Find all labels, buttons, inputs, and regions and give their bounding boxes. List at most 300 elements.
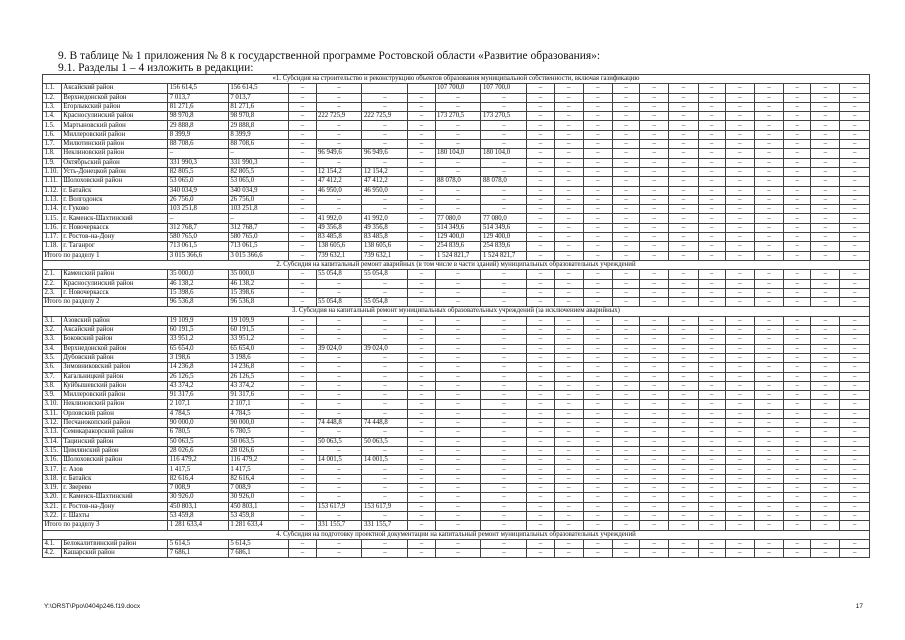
value-cell: 19 109,9 (228, 316, 289, 325)
empty-value-cell: – (289, 437, 316, 446)
empty-value-cell: – (527, 381, 554, 390)
municipality-name: Егорлыкский район (61, 102, 167, 111)
empty-value-cell: – (289, 214, 316, 223)
empty-value-cell: – (612, 242, 639, 251)
empty-value-cell: – (612, 446, 639, 455)
value-cell: 77 080,0 (481, 214, 527, 223)
table-row (43, 93, 870, 102)
empty-value-cell: – (669, 121, 698, 130)
empty-value-cell: – (669, 363, 698, 372)
empty-value-cell: – (698, 102, 725, 111)
empty-value-cell: – (840, 167, 870, 176)
empty-value-cell: – (811, 149, 840, 158)
empty-value-cell: – (784, 502, 811, 511)
empty-value-cell: – (408, 233, 435, 242)
table-row (43, 149, 870, 158)
row-number: 2.2. (43, 279, 62, 288)
value-cell: 88 078,0 (435, 177, 481, 186)
empty-value-cell: – (725, 270, 754, 279)
empty-value-cell: – (725, 484, 754, 493)
empty-value-cell: – (612, 326, 639, 335)
empty-value-cell: – (725, 233, 754, 242)
empty-value-cell: – (583, 177, 612, 186)
value-cell: 153 617,9 (362, 502, 408, 511)
empty-value-cell: – (612, 511, 639, 520)
empty-value-cell: – (554, 298, 583, 307)
empty-value-cell: – (362, 484, 408, 493)
empty-value-cell: – (289, 363, 316, 372)
value-cell: 29 888,8 (168, 121, 229, 130)
empty-value-cell: – (554, 372, 583, 381)
empty-value-cell: – (754, 511, 783, 520)
empty-value-cell: – (408, 121, 435, 130)
municipality-name: Мартыновский район (61, 121, 167, 130)
value-cell: 340 034,9 (228, 186, 289, 195)
empty-value-cell: – (583, 316, 612, 325)
empty-value-cell: – (612, 372, 639, 381)
empty-value-cell: – (640, 502, 669, 511)
table-row (43, 381, 870, 390)
empty-value-cell: – (527, 409, 554, 418)
empty-value-cell: – (811, 140, 840, 149)
value-cell: 46 138,2 (228, 279, 289, 288)
empty-value-cell: – (554, 130, 583, 139)
total-row (43, 521, 870, 530)
empty-value-cell: – (362, 316, 408, 325)
empty-value-cell: – (698, 344, 725, 353)
value-cell: 6 780,5 (228, 428, 289, 437)
empty-value-cell: – (408, 391, 435, 400)
empty-value-cell: – (289, 474, 316, 483)
empty-value-cell: – (698, 456, 725, 465)
empty-value-cell: – (698, 130, 725, 139)
empty-value-cell: – (527, 344, 554, 353)
empty-value-cell: – (669, 102, 698, 111)
empty-value-cell: – (811, 353, 840, 362)
value-cell: 1 281 633,4 (228, 521, 289, 530)
empty-value-cell: – (481, 391, 527, 400)
empty-value-cell: – (289, 223, 316, 232)
empty-value-cell: – (289, 400, 316, 409)
empty-value-cell: – (669, 84, 698, 93)
value-cell: 55 054,8 (316, 298, 362, 307)
empty-value-cell: – (698, 93, 725, 102)
empty-value-cell: – (725, 391, 754, 400)
row-number: 3.21. (43, 502, 62, 511)
empty-value-cell: – (554, 316, 583, 325)
empty-value-cell: – (435, 93, 481, 102)
empty-value-cell: – (725, 93, 754, 102)
empty-value-cell: – (840, 418, 870, 427)
municipality-name: г. Зверево (61, 484, 167, 493)
empty-value-cell: – (435, 465, 481, 474)
empty-value-cell: – (698, 353, 725, 362)
empty-value-cell: – (784, 437, 811, 446)
empty-value-cell: – (784, 130, 811, 139)
value-cell: 46 950,0 (362, 186, 408, 195)
empty-value-cell: – (289, 205, 316, 214)
value-cell: 47 412,2 (316, 177, 362, 186)
value-cell: 5 614,5 (168, 539, 229, 548)
empty-value-cell: – (784, 112, 811, 121)
empty-value-cell: – (784, 102, 811, 111)
empty-value-cell: – (725, 288, 754, 297)
value-cell: 3 015 366,6 (228, 251, 289, 260)
empty-value-cell: – (612, 214, 639, 223)
empty-value-cell: – (612, 502, 639, 511)
empty-value-cell: – (435, 539, 481, 548)
empty-value-cell: – (554, 456, 583, 465)
row-number: 4.1. (43, 539, 62, 548)
value-cell: 7 686,1 (168, 549, 229, 558)
empty-value-cell: – (408, 167, 435, 176)
table-row (43, 409, 870, 418)
empty-value-cell: – (754, 409, 783, 418)
empty-value-cell: – (811, 251, 840, 260)
empty-value-cell: – (583, 214, 612, 223)
empty-value-cell: – (583, 493, 612, 502)
empty-value-cell: – (840, 279, 870, 288)
table-row (43, 428, 870, 437)
empty-value-cell: – (408, 409, 435, 418)
empty-value-cell: – (698, 223, 725, 232)
value-cell: 39 024,0 (362, 344, 408, 353)
empty-value-cell: – (612, 539, 639, 548)
row-number: 4.2. (43, 549, 62, 558)
empty-value-cell: – (554, 270, 583, 279)
table-row (43, 242, 870, 251)
value-cell: 8 399,9 (168, 130, 229, 139)
table-row (43, 316, 870, 325)
value-cell: 53 065,0 (168, 177, 229, 186)
empty-value-cell: – (408, 446, 435, 455)
row-number: 3.18. (43, 474, 62, 483)
value-cell: 41 992,0 (316, 214, 362, 223)
empty-value-cell: – (289, 446, 316, 455)
empty-value-cell: – (612, 288, 639, 297)
empty-value-cell: – (435, 428, 481, 437)
empty-value-cell: – (527, 251, 554, 260)
empty-value-cell: – (408, 539, 435, 548)
empty-value-cell: – (725, 381, 754, 390)
empty-value-cell: – (612, 549, 639, 558)
empty-value-cell: – (698, 326, 725, 335)
empty-value-cell: – (811, 549, 840, 558)
empty-value-cell: – (840, 363, 870, 372)
empty-value-cell: – (316, 288, 362, 297)
empty-value-cell: – (669, 223, 698, 232)
municipality-name: Азовский район (61, 316, 167, 325)
empty-value-cell: – (289, 186, 316, 195)
empty-value-cell: – (527, 391, 554, 400)
value-cell: 739 632,1 (316, 251, 362, 260)
empty-value-cell: – (725, 474, 754, 483)
empty-value-cell: – (316, 130, 362, 139)
empty-value-cell: – (481, 353, 527, 362)
empty-value-cell: – (698, 149, 725, 158)
empty-value-cell: – (669, 391, 698, 400)
municipality-name: Октябрьский район (61, 158, 167, 167)
empty-value-cell: – (640, 121, 669, 130)
empty-value-cell: – (698, 484, 725, 493)
value-cell: 50 063,5 (228, 437, 289, 446)
empty-value-cell: – (784, 158, 811, 167)
empty-value-cell: – (725, 223, 754, 232)
empty-value-cell: – (554, 140, 583, 149)
empty-value-cell: – (698, 465, 725, 474)
empty-value-cell: – (811, 298, 840, 307)
empty-value-cell: – (583, 130, 612, 139)
empty-value-cell: – (583, 539, 612, 548)
table-row (43, 177, 870, 186)
row-number: 3.7. (43, 372, 62, 381)
row-number: 3.3. (43, 335, 62, 344)
empty-value-cell: – (754, 465, 783, 474)
value-cell: 254 839,6 (481, 242, 527, 251)
municipality-name: г. Шахты (61, 511, 167, 520)
row-number: 1.9. (43, 158, 62, 167)
empty-value-cell: – (435, 316, 481, 325)
municipality-name: Тацинский район (61, 437, 167, 446)
empty-value-cell: – (408, 428, 435, 437)
value-cell: 116 479,2 (168, 456, 229, 465)
municipality-name: Зимовниковский район (61, 363, 167, 372)
empty-value-cell: – (481, 372, 527, 381)
empty-value-cell: – (527, 418, 554, 427)
empty-value-cell: – (640, 335, 669, 344)
empty-value-cell: – (640, 279, 669, 288)
empty-value-cell: – (316, 121, 362, 130)
empty-value-cell: – (840, 214, 870, 223)
empty-value-cell: – (754, 112, 783, 121)
empty-value-cell: – (408, 288, 435, 297)
empty-value-cell: – (481, 400, 527, 409)
empty-value-cell: – (698, 195, 725, 204)
empty-value-cell: – (698, 186, 725, 195)
value-cell: 15 398,6 (168, 288, 229, 297)
total-row (43, 298, 870, 307)
empty-value-cell: – (527, 242, 554, 251)
empty-value-cell: – (754, 493, 783, 502)
empty-value-cell: – (316, 195, 362, 204)
empty-value-cell: – (640, 511, 669, 520)
empty-value-cell: – (784, 233, 811, 242)
empty-value-cell: – (408, 205, 435, 214)
empty-value-cell: – (784, 288, 811, 297)
empty-value-cell: – (784, 465, 811, 474)
empty-value-cell: – (481, 539, 527, 548)
empty-value-cell: – (612, 456, 639, 465)
empty-value-cell: – (698, 167, 725, 176)
empty-value-cell: – (481, 363, 527, 372)
empty-value-cell: – (289, 335, 316, 344)
empty-value-cell: – (481, 474, 527, 483)
empty-value-cell: – (840, 493, 870, 502)
empty-value-cell: – (784, 484, 811, 493)
empty-value-cell: – (754, 214, 783, 223)
empty-value-cell: – (754, 372, 783, 381)
empty-value-cell: – (784, 493, 811, 502)
empty-value-cell: – (698, 502, 725, 511)
empty-value-cell: – (640, 205, 669, 214)
empty-value-cell: – (408, 112, 435, 121)
empty-value-cell: – (583, 474, 612, 483)
table-row (43, 186, 870, 195)
value-cell: 340 034,9 (168, 186, 229, 195)
empty-value-cell: – (840, 372, 870, 381)
row-number: 3.4. (43, 344, 62, 353)
empty-value-cell: – (527, 158, 554, 167)
table-row (43, 130, 870, 139)
empty-value-cell: – (840, 353, 870, 362)
empty-value-cell: – (640, 400, 669, 409)
value-cell: 28 026,6 (228, 446, 289, 455)
budget-table (42, 74, 870, 558)
empty-value-cell: – (811, 102, 840, 111)
empty-value-cell: – (527, 84, 554, 93)
empty-value-cell: – (554, 177, 583, 186)
empty-value-cell: – (435, 121, 481, 130)
municipality-name: Аксайский район (61, 84, 167, 93)
empty-value-cell: – (554, 539, 583, 548)
value-cell: – (168, 214, 229, 223)
value-cell: 53 459,8 (228, 511, 289, 520)
empty-value-cell: – (640, 409, 669, 418)
row-number: 1.7. (43, 140, 62, 149)
empty-value-cell: – (554, 400, 583, 409)
empty-value-cell: – (481, 140, 527, 149)
value-cell: 35 000,0 (168, 270, 229, 279)
table-row (43, 363, 870, 372)
empty-value-cell: – (840, 140, 870, 149)
value-cell: 65 654,0 (228, 344, 289, 353)
empty-value-cell: – (669, 177, 698, 186)
empty-value-cell: – (811, 195, 840, 204)
empty-value-cell: – (408, 93, 435, 102)
empty-value-cell: – (811, 112, 840, 121)
empty-value-cell: – (554, 502, 583, 511)
empty-value-cell: – (408, 372, 435, 381)
empty-value-cell: – (669, 428, 698, 437)
empty-value-cell: – (784, 167, 811, 176)
value-cell: 331 155,7 (362, 521, 408, 530)
value-cell: 43 374,2 (228, 381, 289, 390)
empty-value-cell: – (435, 418, 481, 427)
empty-value-cell: – (725, 428, 754, 437)
empty-value-cell: – (640, 233, 669, 242)
empty-value-cell: – (784, 511, 811, 520)
value-cell: 53 065,0 (228, 177, 289, 186)
empty-value-cell: – (725, 372, 754, 381)
empty-value-cell: – (669, 381, 698, 390)
empty-value-cell: – (725, 335, 754, 344)
row-number: 3.20. (43, 493, 62, 502)
municipality-name: г. Азов (61, 465, 167, 474)
empty-value-cell: – (289, 493, 316, 502)
empty-value-cell: – (612, 298, 639, 307)
empty-value-cell: – (612, 167, 639, 176)
empty-value-cell: – (316, 363, 362, 372)
empty-value-cell: – (754, 539, 783, 548)
value-cell: 173 270,5 (435, 112, 481, 121)
empty-value-cell: – (698, 270, 725, 279)
table-row (43, 418, 870, 427)
empty-value-cell: – (754, 279, 783, 288)
empty-value-cell: – (481, 511, 527, 520)
empty-value-cell: – (527, 502, 554, 511)
empty-value-cell: – (784, 93, 811, 102)
row-number: 3.17. (43, 465, 62, 474)
empty-value-cell: – (840, 316, 870, 325)
empty-value-cell: – (840, 149, 870, 158)
empty-value-cell: – (583, 326, 612, 335)
empty-value-cell: – (754, 391, 783, 400)
value-cell: 96 949,6 (316, 149, 362, 158)
empty-value-cell: – (362, 493, 408, 502)
table-row (43, 344, 870, 353)
empty-value-cell: – (435, 493, 481, 502)
empty-value-cell: – (640, 251, 669, 260)
municipality-name: Красносулинский район (61, 112, 167, 121)
municipality-name: г. Волгодонск (61, 195, 167, 204)
empty-value-cell: – (640, 549, 669, 558)
empty-value-cell: – (289, 391, 316, 400)
empty-value-cell: – (725, 344, 754, 353)
empty-value-cell: – (840, 549, 870, 558)
municipality-name: Дубовский район (61, 353, 167, 362)
table-row (43, 353, 870, 362)
heading-line-2: 9.1. Разделы 1 – 4 изложить в редакции: (58, 62, 254, 74)
empty-value-cell: – (408, 474, 435, 483)
value-cell: 222 725,9 (316, 112, 362, 121)
empty-value-cell: – (811, 456, 840, 465)
empty-value-cell: – (698, 84, 725, 93)
empty-value-cell: – (362, 195, 408, 204)
empty-value-cell: – (612, 251, 639, 260)
empty-value-cell: – (698, 121, 725, 130)
table-row (43, 484, 870, 493)
empty-value-cell: – (725, 493, 754, 502)
empty-value-cell: – (408, 130, 435, 139)
empty-value-cell: – (725, 316, 754, 325)
value-cell: 103 251,8 (168, 205, 229, 214)
empty-value-cell: – (481, 465, 527, 474)
municipality-name: г. Ростов-на-Дону (61, 502, 167, 511)
empty-value-cell: – (554, 418, 583, 427)
empty-value-cell: – (669, 400, 698, 409)
empty-value-cell: – (289, 316, 316, 325)
table-row (43, 474, 870, 483)
row-number: 3.1. (43, 316, 62, 325)
value-cell: 33 951,2 (228, 335, 289, 344)
row-number: 1.17. (43, 233, 62, 242)
empty-value-cell: – (583, 84, 612, 93)
empty-value-cell: – (754, 177, 783, 186)
empty-value-cell: – (754, 186, 783, 195)
empty-value-cell: – (527, 511, 554, 520)
empty-value-cell: – (754, 344, 783, 353)
empty-value-cell: – (435, 326, 481, 335)
empty-value-cell: – (725, 140, 754, 149)
empty-value-cell: – (669, 149, 698, 158)
empty-value-cell: – (583, 102, 612, 111)
empty-value-cell: – (725, 84, 754, 93)
empty-value-cell: – (435, 446, 481, 455)
empty-value-cell: – (583, 205, 612, 214)
table-row (43, 446, 870, 455)
table-row (43, 205, 870, 214)
empty-value-cell: – (481, 279, 527, 288)
